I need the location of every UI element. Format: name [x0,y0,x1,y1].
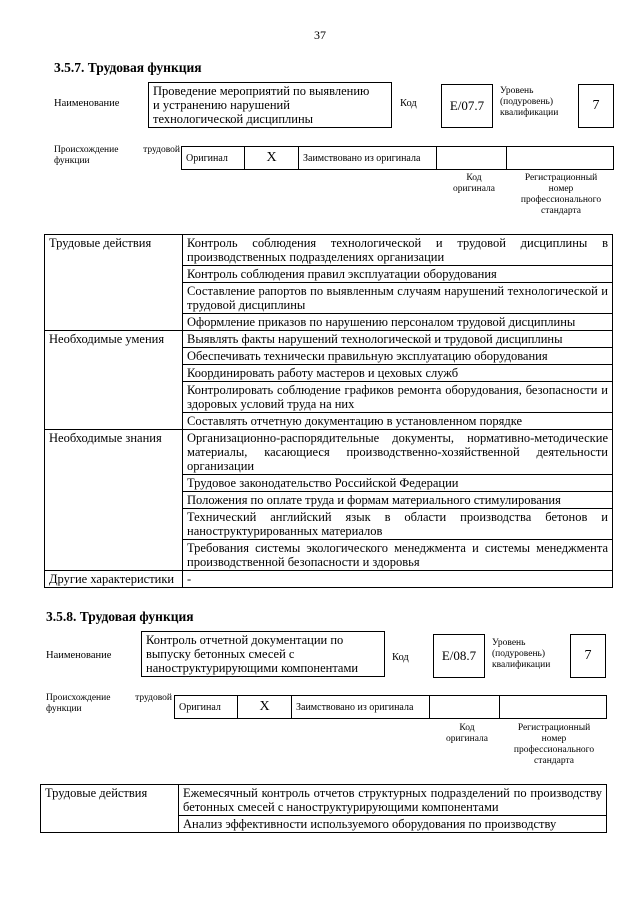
origin-label-line: функции [54,156,90,166]
code-label: Код [392,652,409,663]
origin-label [46,693,172,715]
name-label: Наименование [46,650,112,661]
table-cell: Положения по оплате труда и формам материального стимулирования [183,492,613,509]
table-row [41,785,607,816]
origin-row [181,146,614,170]
table-cell: Контроль соблюдения правил эксплуатации оборудования [183,266,613,283]
table-cell: Трудовое законодательство Российской Федерации [183,475,613,492]
caption-line: номер [548,184,574,194]
row-group-label: Необходимые умения [45,331,183,430]
original-mark: X [245,147,299,169]
table-row [45,331,613,348]
level-label-line: (подуровень) [500,97,554,107]
function-name-line: и устранению нарушений [153,98,290,112]
function-details-table [44,234,613,588]
table-row [45,235,613,266]
row-group-label: Другие характеристики [45,571,183,588]
caption-line: профессионального [513,745,595,755]
caption-line: Регистрационный [517,723,591,733]
origin-label [54,145,180,167]
code-value: E/08.7 [433,634,485,678]
level-label-line: (подуровень) [492,649,546,659]
caption-line: стандарта [534,756,574,766]
origin-label-line: функции [46,704,82,714]
original-label: Оригинал [182,147,245,169]
original-label: Оригинал [175,696,238,718]
level-value: 7 [578,84,614,128]
row-group-label: Трудовые действия [45,235,183,331]
function-details-table [40,784,607,833]
caption-line: стандарта [541,206,581,216]
reg-number-cell [500,696,606,718]
caption-line: Код [459,723,475,733]
origin-label-line: Происхождение трудовой [46,693,172,703]
level-label [500,86,558,119]
original-mark: X [238,696,292,718]
table-cell: Анализ эффективности используемого оборудования по производству [179,816,607,833]
table-cell: Организационно-распорядительные документы, нормативно-методические материалы, касающиеся производственно-хозяйственной деятельности организации [183,430,613,475]
table-cell: Технический английский язык в области производства бетонов и наноструктурированных материалов [183,509,613,540]
table-cell: Составление рапортов по выявленным случаям нарушений технологической и трудовой дисциплины [183,283,613,314]
borrowed-label: Заимствовано из оригинала [292,696,430,718]
table-cell: Требования системы экологического менеджмента и системы менеджмента производственной безопасности и здоровья [183,540,613,571]
function-name-line: Проведение мероприятий по выявлению [153,84,370,98]
table-cell: Выявлять факты нарушений технологической и трудовой дисциплины [183,331,613,348]
page-number: 37 [314,28,326,42]
table-cell: Оформление приказов по нарушению персоналом трудовой дисциплины [183,314,613,331]
section-heading: 3.5.7. Трудовая функция [54,60,202,75]
level-label-line: Уровень [492,638,526,648]
name-label: Наименование [54,98,120,109]
table-cell: Составлять отчетную документацию в установленном порядке [183,413,613,430]
table-row [45,571,613,588]
caption-line: Регистрационный [524,173,598,183]
table-cell: Контроль соблюдения технологической и трудовой дисциплины в производственных подразделениях организации [183,235,613,266]
reg-number-caption [501,723,607,767]
borrowed-label: Заимствовано из оригинала [299,147,437,169]
row-group-label: Необходимые знания [45,430,183,571]
level-value: 7 [570,634,606,678]
row-group-label: Трудовые действия [41,785,179,833]
origin-code-cell [430,696,500,718]
origin-row [174,695,607,719]
code-value: E/07.7 [441,84,493,128]
caption-line: номер [541,734,567,744]
code-label: Код [400,98,417,109]
level-label-line: квалификации [492,660,551,670]
caption-line: профессионального [520,195,602,205]
origin-code-caption [441,173,507,195]
function-name-line: наноструктурирующими компонентами [146,661,359,675]
table-cell: Обеспечивать технически правильную эксплуатацию оборудования [183,348,613,365]
reg-number-caption [508,173,614,217]
function-name-box [141,631,385,677]
level-label-line: квалификации [500,108,559,118]
caption-line: оригинала [453,184,495,194]
reg-number-cell [507,147,613,169]
origin-code-cell [437,147,507,169]
function-name-line: выпуску бетонных смесей с [146,647,295,661]
origin-code-caption [434,723,500,745]
table-cell: - [183,571,613,588]
table-cell: Контролировать соблюдение графиков ремонта оборудования, безопасности и здоровых условий труда на них [183,382,613,413]
table-cell: Координировать работу мастеров и цеховых служб [183,365,613,382]
function-name-line: Контроль отчетной документации по [146,633,344,647]
section-heading: 3.5.8. Трудовая функция [46,609,194,624]
level-label-line: Уровень [500,86,534,96]
caption-line: оригинала [446,734,488,744]
table-row [45,430,613,475]
function-name-line: технологической дисциплины [153,112,314,126]
caption-line: Код [466,173,482,183]
table-cell: Ежемесячный контроль отчетов структурных подразделений по производству бетонных смесей с наноструктурирующими компонентами [179,785,607,816]
level-label [492,638,550,671]
origin-label-line: Происхождение трудовой [54,145,180,155]
function-name-box [148,82,392,128]
